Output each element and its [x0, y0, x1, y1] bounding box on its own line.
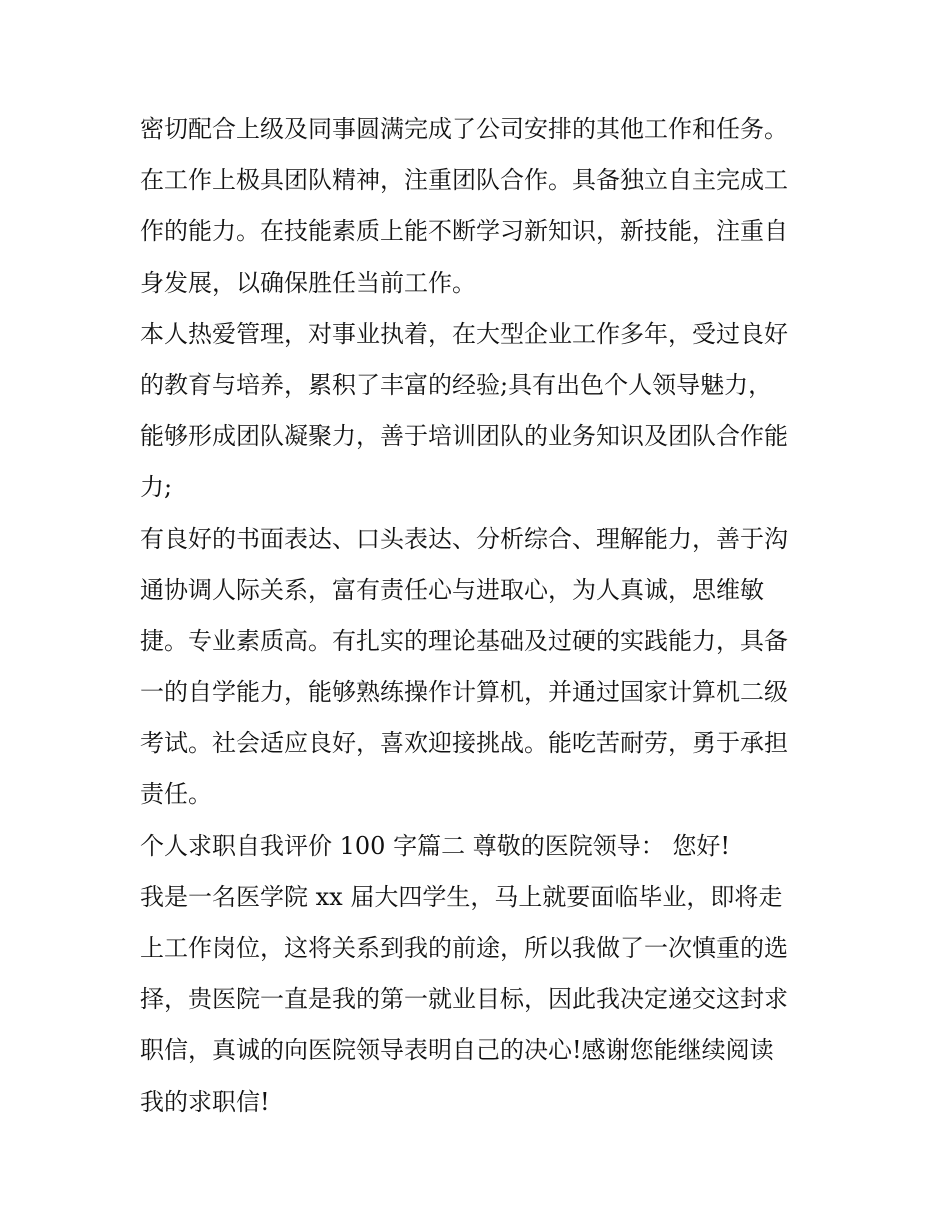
text-line: 捷。专业素质高。有扎实的理论基础及过硬的实践能力，具备 — [140, 626, 788, 655]
text-line: 密切配合上级及同事圆满完成了公司安排的其他工作和任务。 — [140, 115, 788, 143]
text-line: 一的自学能力，能够熟练操作计算机，并通过国家计算机二级 — [140, 678, 788, 707]
text-line: 考试。社会适应良好，喜欢迎接挑战。能吃苦耐劳，勇于承担 — [140, 729, 788, 758]
text-line: 能够形成团队凝聚力，善于培训团队的业务知识及团队合作能 — [140, 422, 788, 451]
text-line: 我的求职信! — [140, 1087, 270, 1116]
text-line: 责任。 — [140, 780, 212, 809]
section-heading-line: 个人求职自我评价 100 字篇二 尊敬的医院领导： 您好! — [140, 831, 730, 860]
text-line: 有良好的书面表达、口头表达、分析综合、理解能力，善于沟 — [140, 524, 788, 553]
text-line: 力; — [140, 473, 173, 502]
text-line: 通协调人际关系，富有责任心与进取心，为人真诚，思维敏 — [140, 575, 764, 604]
text-line: 择，贵医院一直是我的第一就业目标，因此我决定递交这封求 — [140, 985, 788, 1014]
text-line: 身发展，以确保胜任当前工作。 — [140, 268, 476, 297]
text-line: 职信，真诚的向医院领导表明自己的决心!感谢您能继续阅读 — [140, 1036, 774, 1065]
text-line: 的教育与培养，累积了丰富的经验;具有出色个人领导魅力， — [140, 370, 773, 399]
text-line: 上工作岗位，这将关系到我的前途，所以我做了一次慎重的选 — [140, 934, 788, 962]
document-body — [140, 104, 820, 1128]
text-line: 本人热爱管理，对事业执着，在大型企业工作多年，受过良好 — [140, 319, 788, 348]
text-line: 在工作上极具团队精神，注重团队合作。具备独立自主完成工 — [140, 166, 788, 195]
text-line: 作的能力。在技能素质上能不断学习新知识，新技能，注重自 — [140, 217, 788, 246]
text-line: 我是一名医学院 xx 届大四学生，马上就要面临毕业，即将走 — [140, 882, 783, 911]
